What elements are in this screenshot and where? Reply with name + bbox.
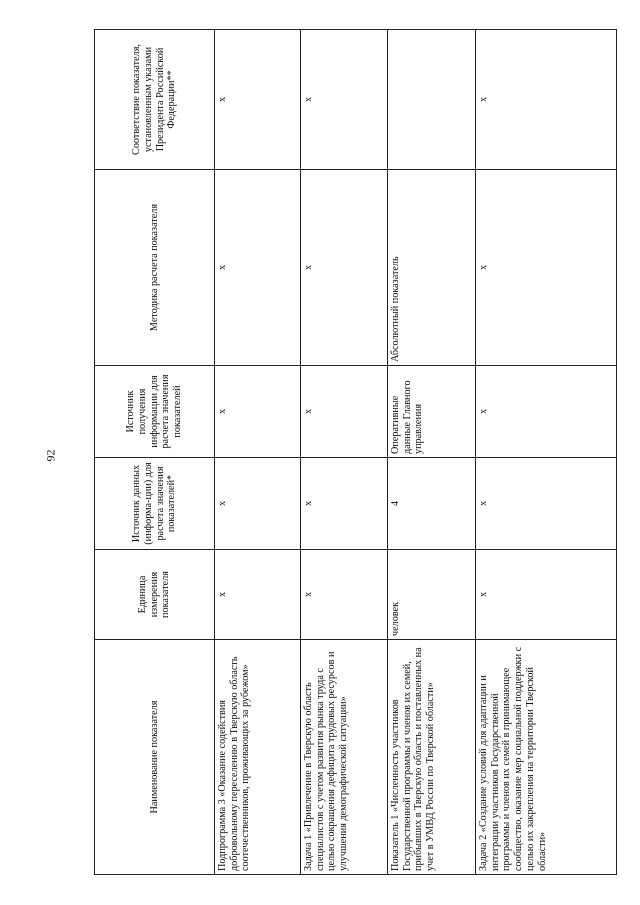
cell-source-method: х xyxy=(476,366,617,458)
cell-source-data: х xyxy=(301,458,388,550)
cell-name: Задача 1 «Привлечение в Тверскую область специалистов с учетом развития рынка труда с целью сокращения дефицита трудовых ресурсов и улучшения демографической ситуации» xyxy=(301,640,388,875)
page-number: 92 xyxy=(43,449,58,462)
table-row xyxy=(215,30,301,875)
cell-name: Показатель 1 «Численность участников Государственной программы и членов их семей, прибывших в Тверскую область и поставленных на учет в УМВД России по Тверской области» xyxy=(388,640,476,875)
cell-source-data: х xyxy=(215,458,301,550)
cell-source-method: х xyxy=(215,366,301,458)
cell-method: Абсолютный показатель xyxy=(388,170,476,366)
cell-compliance: х xyxy=(476,30,617,170)
indicator-table xyxy=(94,29,617,875)
header-source-data: Источник данных (информа-ции) для расчета значения показателей* xyxy=(95,458,215,550)
cell-compliance: х xyxy=(215,30,301,170)
cell-compliance: х xyxy=(301,30,388,170)
header-name: Наименование показателя xyxy=(95,640,215,875)
cell-method: х xyxy=(215,170,301,366)
cell-source-data: х xyxy=(476,458,617,550)
cell-name: Задача 2 «Создание условий для адаптации и интеграции участников Государственной программы и членов их семей в принимающее сообщество, оказание мер социальной поддержки с целью их закрепления на территории Тверской области» xyxy=(476,640,617,875)
table-row xyxy=(301,30,388,875)
cell-unit: х xyxy=(301,550,388,640)
header-compliance: Соответствие показателя, установленным указами Президента Российской Федерации** xyxy=(95,30,215,170)
cell-unit: х xyxy=(476,550,617,640)
rotated-table-wrapper xyxy=(94,30,616,875)
table-header-row xyxy=(95,30,215,875)
table-row xyxy=(388,30,476,875)
cell-unit: х xyxy=(215,550,301,640)
header-unit: Единица измерения показателя xyxy=(95,550,215,640)
cell-source-method: х xyxy=(301,366,388,458)
cell-source-method: Оперативные данные Главного управления xyxy=(388,366,476,458)
header-source-method: Источник получения информации для расчета значения показателей xyxy=(95,366,215,458)
cell-method: х xyxy=(301,170,388,366)
cell-method: х xyxy=(476,170,617,366)
header-method: Методика расчета показателя xyxy=(95,170,215,366)
cell-source-data: 4 xyxy=(388,458,476,550)
cell-unit: человек xyxy=(388,550,476,640)
cell-name: Подпрограмма 3 «Оказание содействия добровольному переселению в Тверскую область соотечественников, проживающих за рубежом» xyxy=(215,640,301,875)
cell-compliance xyxy=(388,30,476,170)
table-row xyxy=(476,30,617,875)
